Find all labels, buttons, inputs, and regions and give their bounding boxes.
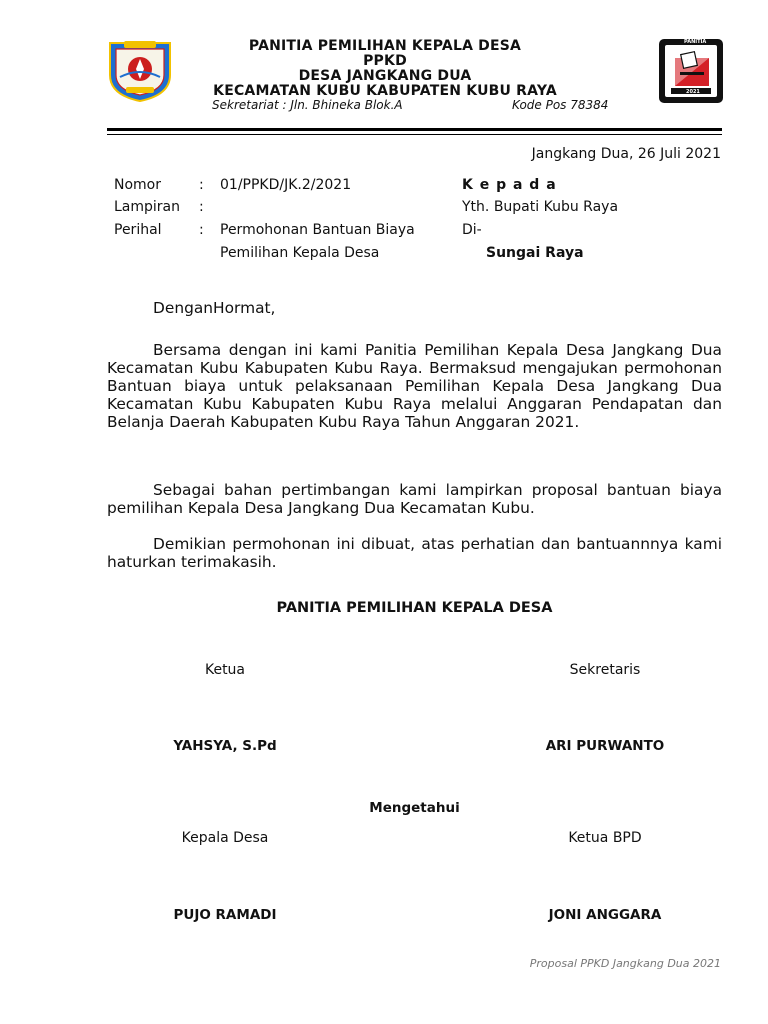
mengetahui-label: Mengetahui bbox=[369, 800, 460, 816]
lampiran-separator: : bbox=[199, 199, 204, 215]
secretariat-address: Sekretariat : Jln. Bhineka Blok.A bbox=[212, 98, 403, 112]
perihal-separator: : bbox=[199, 222, 204, 238]
lampiran-label: Lampiran bbox=[114, 199, 181, 215]
body-paragraph-2-text: Sebagai bahan pertimbangan kami lampirkan proposal bantuan biaya pemilihan Kepala Desa Jangkang Dua Kecamatan Kubu. bbox=[107, 481, 722, 517]
body-paragraph-1 bbox=[107, 341, 722, 431]
perihal-label: Perihal bbox=[114, 222, 162, 238]
header-line-4: KECAMATAN KUBU KABUPATEN KUBU RAYA bbox=[213, 83, 557, 99]
ketua-bpd-name: JONI ANGGARA bbox=[548, 907, 662, 923]
header-line-3: DESA JANGKANG DUA bbox=[298, 68, 472, 84]
sekretaris-title: Sekretaris bbox=[569, 662, 641, 678]
ketua-title: Ketua bbox=[204, 662, 246, 678]
postal-code: Kode Pos 78384 bbox=[512, 98, 609, 112]
letter-date: Jangkang Dua, 26 Juli 2021 bbox=[531, 146, 721, 162]
kepala-desa-name: PUJO RAMADI bbox=[173, 907, 277, 923]
right-logo-year: 2021 bbox=[686, 89, 700, 95]
nomor-separator: : bbox=[199, 177, 204, 193]
body-paragraph-3-text: Demikian permohonan ini dibuat, atas perhatian dan bantuannnya kami haturkan terimakasih. bbox=[107, 535, 722, 571]
perihal-line-1: Permohonan Bantuan Biaya bbox=[220, 222, 415, 238]
kepada-label: K e p a d a bbox=[462, 177, 557, 193]
perihal-line-2: Pemilihan Kepala Desa bbox=[220, 245, 380, 261]
body-paragraph-3 bbox=[107, 535, 722, 571]
recipient-line-1: Yth. Bupati Kubu Raya bbox=[462, 199, 619, 215]
header-rule-thick bbox=[107, 128, 722, 131]
header-line-1: PANITIA PEMILIHAN KEPALA DESA bbox=[248, 38, 522, 54]
committee-heading: PANITIA PEMILIHAN KEPALA DESA bbox=[276, 600, 553, 616]
nomor-label: Nomor bbox=[114, 177, 161, 193]
kepala-desa-title: Kepala Desa bbox=[181, 830, 269, 846]
header-rule-thin bbox=[107, 134, 722, 135]
nomor-value: 01/PPKD/JK.2/2021 bbox=[220, 177, 352, 193]
body-paragraph-2 bbox=[107, 481, 722, 517]
ketua-name: YAHSYA, S.Pd bbox=[173, 738, 277, 754]
header-line-2: PPKD bbox=[363, 53, 407, 69]
greeting: DenganHormat, bbox=[153, 299, 276, 317]
recipient-line-2: Di- bbox=[462, 222, 482, 238]
sekretaris-name: ARI PURWANTO bbox=[545, 738, 665, 754]
kubu-raya-crest-logo bbox=[106, 37, 174, 103]
recipient-city: Sungai Raya bbox=[486, 245, 584, 261]
ketua-bpd-title: Ketua BPD bbox=[568, 830, 642, 846]
right-logo-top-text: PANITIA bbox=[684, 39, 707, 45]
document-footer: Proposal PPKD Jangkang Dua 2021 bbox=[529, 957, 721, 970]
body-paragraph-1-text: Bersama dengan ini kami Panitia Pemilihan Kepala Desa Jangkang Dua Kecamatan Kubu Kabupaten Kubu Raya. Bermaksud mengajukan permohonan Bantuan biaya untuk pelaksanaan Pemilihan Kepala Desa Jangkang Dua Kecamatan Kubu Kabupaten Kubu Raya melalui Anggaran Pendapatan dan Belanja Daerah Kabupaten Kubu Raya Tahun Anggaran 2021. bbox=[107, 341, 722, 431]
